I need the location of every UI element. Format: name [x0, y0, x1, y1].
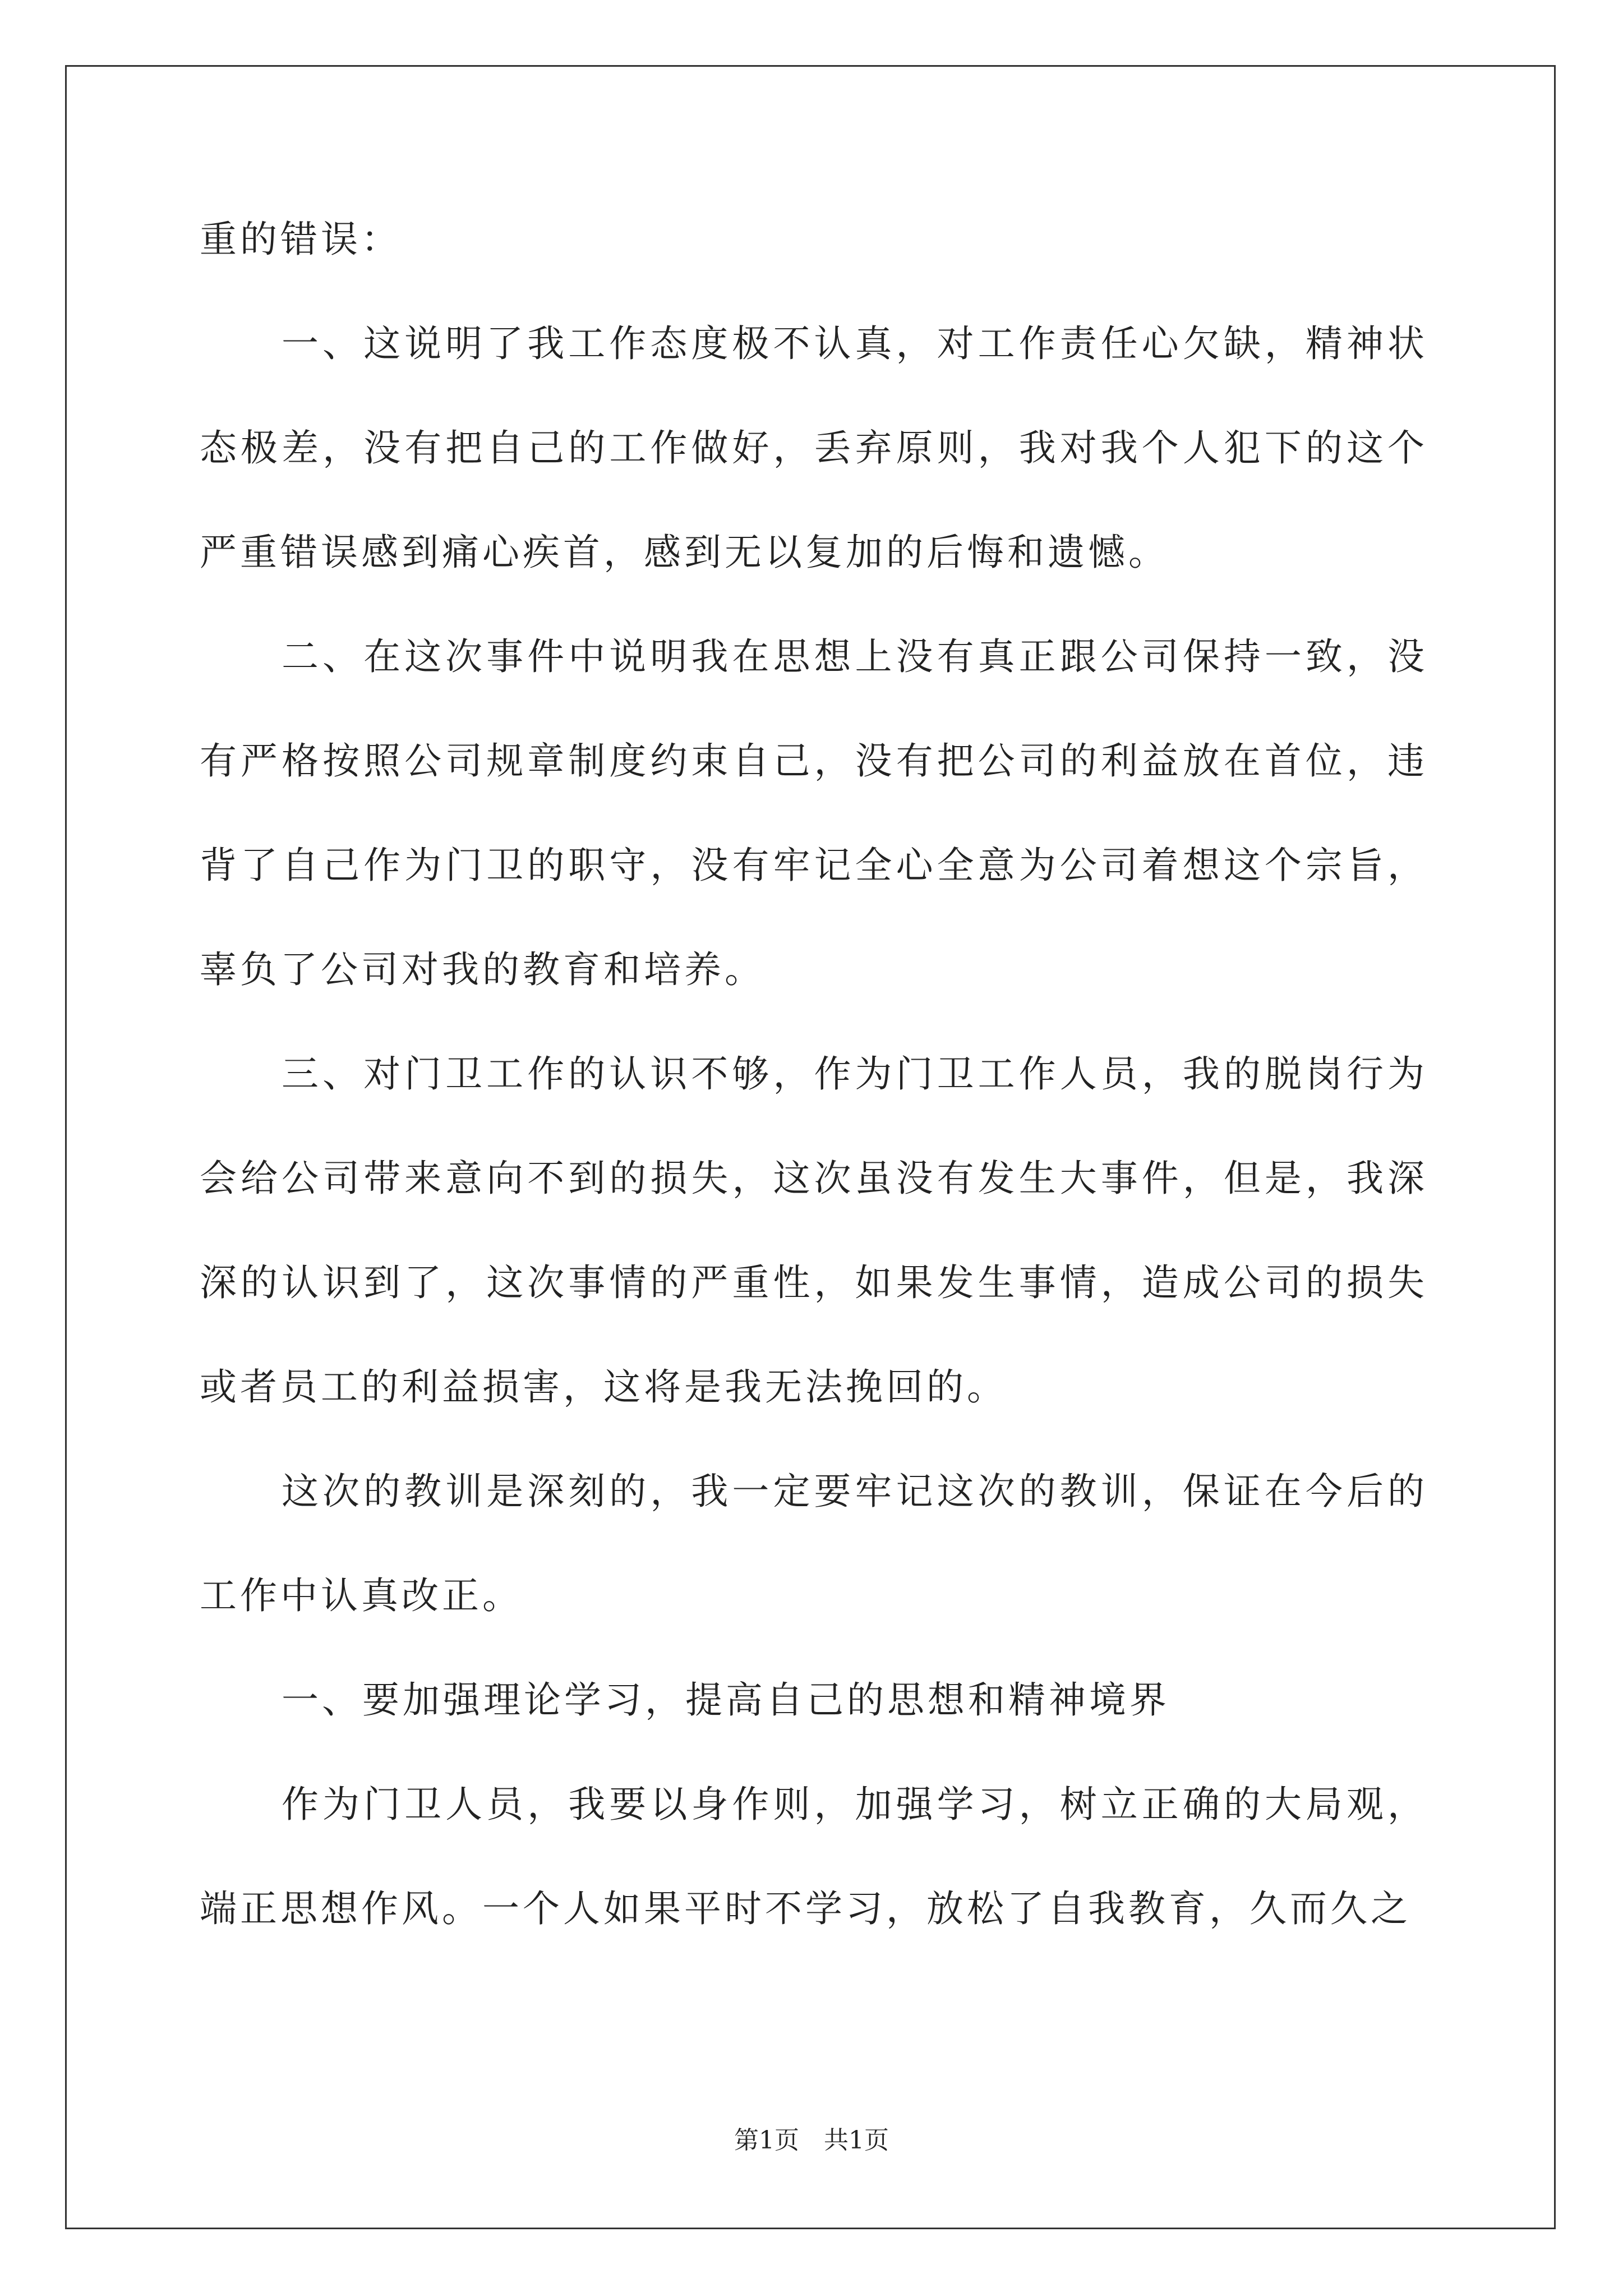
- page-footer: [0, 2124, 1623, 2157]
- paragraph-7: 作为门卫人员，我要以身作则，加强学习，树立正确的大局观，端正思想作风。一个人如果平时不学习，放松了自我教育，久而久之: [200, 1783, 1428, 1930]
- page-total: 共1页: [824, 2126, 889, 2155]
- document-body: [200, 187, 1428, 1961]
- paragraph-1: 重的错误：: [200, 218, 402, 261]
- paragraph-2: 一、这说明了我工作态度极不认真，对工作责任心欠缺，精神状态极差，没有把自己的工作做好，丢弃原则，我对我个人犯下的这个严重错误感到痛心疾首，感到无以复加的后悔和遗憾。: [200, 322, 1428, 574]
- paragraph-4: 三、对门卫工作的认识不够，作为门卫工作人员，我的脱岗行为会给公司带来意向不到的损失，这次虽没有发生大事件，但是，我深深的认识到了，这次事情的严重性，如果发生事情，造成公司的损失或者员工的利益损害，这将是我无法挽回的。: [200, 1052, 1428, 1409]
- paragraph-5: 这次的教训是深刻的，我一定要牢记这次的教训，保证在今后的工作中认真改正。: [200, 1470, 1428, 1617]
- page-number: 第1页: [734, 2126, 799, 2155]
- paragraph-6: 一、要加强理论学习，提高自己的思想和精神境界: [282, 1678, 1170, 1722]
- paragraph-3: 二、在这次事件中说明我在思想上没有真正跟公司保持一致，没有严格按照公司规章制度约束自己，没有把公司的利益放在首位，违背了自己作为门卫的职守，没有牢记全心全意为公司着想这个宗旨，辜负了公司对我的教育和培养。: [200, 635, 1428, 991]
